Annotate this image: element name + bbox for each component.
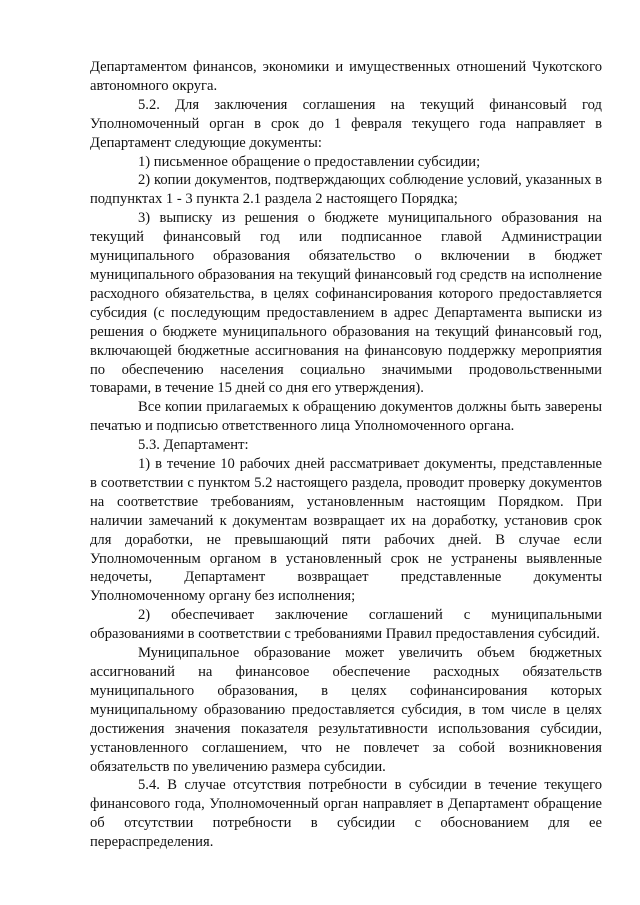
list-item-5-2-2: 2) копии документов, подтверждающих соблюдение условий, указанных в подпунктах 1 - 3 пункта 2.1 раздела 2 настоящего Порядка; — [90, 172, 602, 208]
paragraph-copies-note: Все копии прилагаемых к обращению документов должны быть заверены печатью и подписью ответственного лица Уполномоченного органа. — [90, 399, 602, 435]
paragraph-5-3: 5.3. Департамент: — [138, 437, 249, 454]
paragraph-5-4: 5.4. В случае отсутствия потребности в субсидии в течение текущего финансового года, Уполномоченный орган направляет в Департамент обращение об отсутствии потребности в субсидии с обоснованием для ее перераспределения. — [90, 777, 602, 851]
paragraph-continuation: Департаментом финансов, экономики и имущественных отношений Чукотского автономного округа. — [90, 59, 602, 94]
list-item-5-2-3: 3) выписку из решения о бюджете муниципального образования на текущий финансовый год или подписанное главой Администрации муниципального образования обязательство о включении в бюджет муниципального образования на текущий финансовый год средств на исполнение расходного обязательства, в целях софинансирования которого предоставляется субсидия (с последующим предоставлением в адрес Департамента выписки из решения о бюджете муниципального образования на текущий финансовый год, включающей бюджетные ассигнования на финансовую поддержку мероприятия по обеспечению населения социально значимыми продовольственными товарами, в течение 15 дней со дня его утверждения). — [90, 210, 602, 397]
list-item-5-3-1: 1) в течение 10 рабочих дней рассматривает документы, представленные в соответствии с пунктом 5.2 настоящего раздела, проводит проверку документов на соответствие требованиям, установленным настоящим Порядком. При наличии замечаний к документам возвращает их на доработку, установив срок для доработки, не превышающий пяти рабочих дней. В случае если Уполномоченным органом в установленный срок не устранены выявленные недочеты, Департамент возвращает представленные документы Уполномоченному органу без исполнения; — [90, 456, 602, 605]
document-page — [90, 58, 602, 852]
list-item-5-3-2: 2) обеспечивает заключение соглашений с муниципальными образованиями в соответствии с требованиями Правил предоставления субсидий. — [90, 607, 602, 643]
paragraph-5-2: 5.2. Для заключения соглашения на текущий финансовый год Уполномоченный орган в срок до 1 февраля текущего года направляет в Департамент следующие документы: — [90, 96, 602, 151]
list-item-5-2-1: 1) письменное обращение о предоставлении субсидии; — [138, 153, 481, 170]
paragraph-budget-increase: Муниципальное образование может увеличить объем бюджетных ассигнований на финансовое обеспечение расходных обязательств муниципального образования, в целях софинансирования которых муниципальному образованию предоставляется субсидия, в том числе в целях достижения значения показателя результативности использования субсидии, установленного соглашением, что не повлечет за собой возникновения обязательств по увеличению размера субсидии. — [90, 645, 602, 775]
